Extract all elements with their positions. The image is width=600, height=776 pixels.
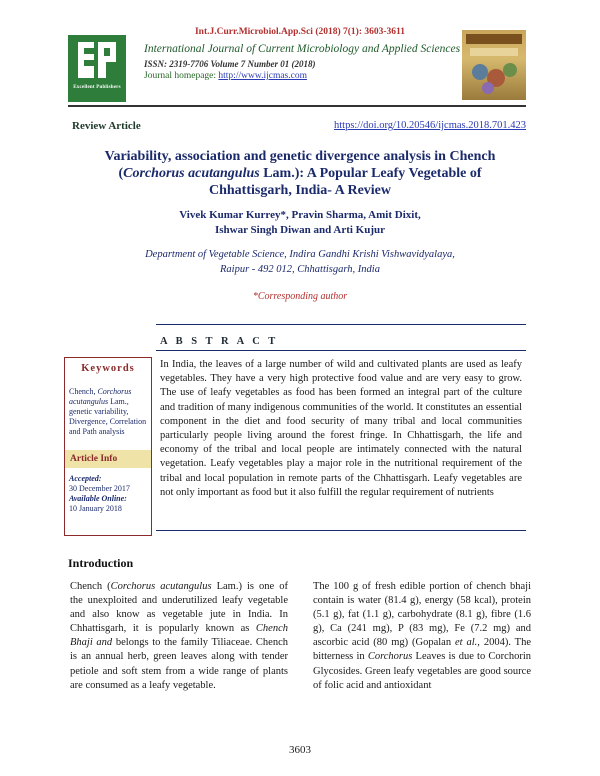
keywords-post: Lam., genetic variability, Divergence, Correlation and Path analysis [69, 397, 147, 436]
journal-homepage [144, 71, 307, 81]
left-italic-1: Corchorus acutangulus [110, 581, 212, 592]
keywords-species: Corchorus acutangulus [69, 387, 132, 406]
right-italic-2: Corchorus [367, 651, 413, 663]
accepted-date: 30 December 2017 [69, 484, 130, 493]
authors-line-1: Vivek Kumar Kurrey*, Pravin Sharma, Amit Dixit, [179, 209, 421, 221]
right-text-2: 2004). The bitterness in [313, 637, 531, 663]
journal-cover-image [462, 30, 526, 100]
page-number: 3603 [289, 744, 311, 756]
keywords-heading: Keywords [81, 363, 135, 374]
body-column-right [313, 580, 531, 693]
title-species: Corchorus acutangulus [123, 166, 260, 181]
title-part-2: Lam.): A Popular Leafy Vegetable of Chhattisgarh, India- A Review [208, 166, 482, 198]
authors-line-2: Ishwar Singh Diwan and Arti Kujur [214, 224, 386, 236]
header-divider [68, 105, 526, 107]
right-text-1: The 100 g of fresh edible portion of chench bhaji contain is water (81.4 g), energy (58 kcal), protein (5.1 g), fat (1.1 g), carbohydrate (8.1 g), fibre (1.6 g), Ca (241 mg), P (83 mg), Fe (7.2 mg) and ascorbic acid (80 mg) (Gopalan [313, 581, 531, 649]
ep-logo-icon [72, 38, 122, 82]
journal-name: International Journal of Current Microbiology and Applied Sciences [144, 43, 461, 55]
abstract-top-rule [156, 324, 526, 325]
abstract-heading-rule [156, 350, 526, 351]
article-title [80, 148, 520, 199]
abstract-text: In India, the leaves of a large number of wild and cultivated plants are used as leafy vegetables. They have a very high protective food value and are very easy to grow. The use of leafy vegetables as food has been formed an integral part of the culture and tradition of many indigenous communities of the world. It constitutes an essential component in the diet and food security of many tribal and local communities particularly people living around the forest fringe. In Chhattisgarh, the life and economy of the tribal and local people are intimately connected with the natural vegetation. Leafy vegetables play a major role in the nutritional requirement of the tribal and local population in remote parts of the Chhattisgarh. Leafy vegetables are not only important as food but it also fulfill the regular requirement of nutrients [160, 359, 522, 498]
doi-link[interactable]: https://doi.org/10.20546/ijcmas.2018.701.423 [333, 120, 526, 131]
accepted-label: Accepted: [69, 474, 102, 483]
cover-art-icon [462, 30, 526, 100]
keywords-list [69, 387, 148, 437]
body-column-left [70, 580, 288, 693]
issn-line: ISSN: 2319-7706 Volume 7 Number 01 (2018) [144, 59, 316, 69]
affiliation-line-2: Raipur - 492 012, Chhattisgarh, India [220, 264, 380, 275]
title-part-1: Variability, association and genetic divergence analysis in Chench ( [104, 149, 496, 181]
abstract-bottom-rule [156, 530, 526, 531]
logo-text: Excellent Publishers [73, 85, 121, 90]
keywords-pre: Chench, [69, 387, 98, 396]
online-date: 10 January 2018 [69, 504, 122, 513]
article-info-body [69, 474, 148, 514]
affiliation [80, 247, 520, 277]
right-italic-1: et al., [455, 637, 480, 649]
left-text-1: Chench ( [70, 581, 111, 592]
online-label: Available Online: [69, 494, 127, 503]
article-info-heading: Article Info [65, 450, 151, 468]
right-text-3: Leaves is due to Corchorin Glycosides. Green leafy vegetables are good source of folic acid and antioxidant [313, 651, 531, 691]
keywords-panel [64, 357, 152, 536]
abstract-heading: A B S T R A C T [160, 336, 279, 347]
journal-citation: Int.J.Curr.Microbiol.App.Sci (2018) 7(1): 3603-3611 [194, 27, 406, 37]
article-type: Review Article [72, 120, 141, 132]
left-italic-2: Chench Bhaji and [70, 623, 288, 649]
homepage-label: Journal homepage: [144, 71, 219, 81]
introduction-heading: Introduction [68, 556, 134, 570]
author-list [80, 208, 520, 238]
homepage-link[interactable]: http://www.ijcmas.com [218, 71, 307, 81]
affiliation-line-1: Department of Vegetable Science, Indira Gandhi Krishi Vishwavidyalaya, [145, 249, 455, 260]
publisher-logo [68, 35, 126, 102]
left-text-3: belongs to the family Tiliaceae. Chench is an annual herb, green leaves along with tender petiole and soft stem from a wide range of plants are consumed as a leafy vegetable. [70, 637, 288, 691]
left-text-2: Lam.) is one of the unexploited and underutilized leafy vegetable and also know as vegetable jute in India. In Chhattisgarh, it is popularly known as [70, 581, 288, 635]
corresponding-author-note: *Corresponding author [252, 291, 348, 302]
